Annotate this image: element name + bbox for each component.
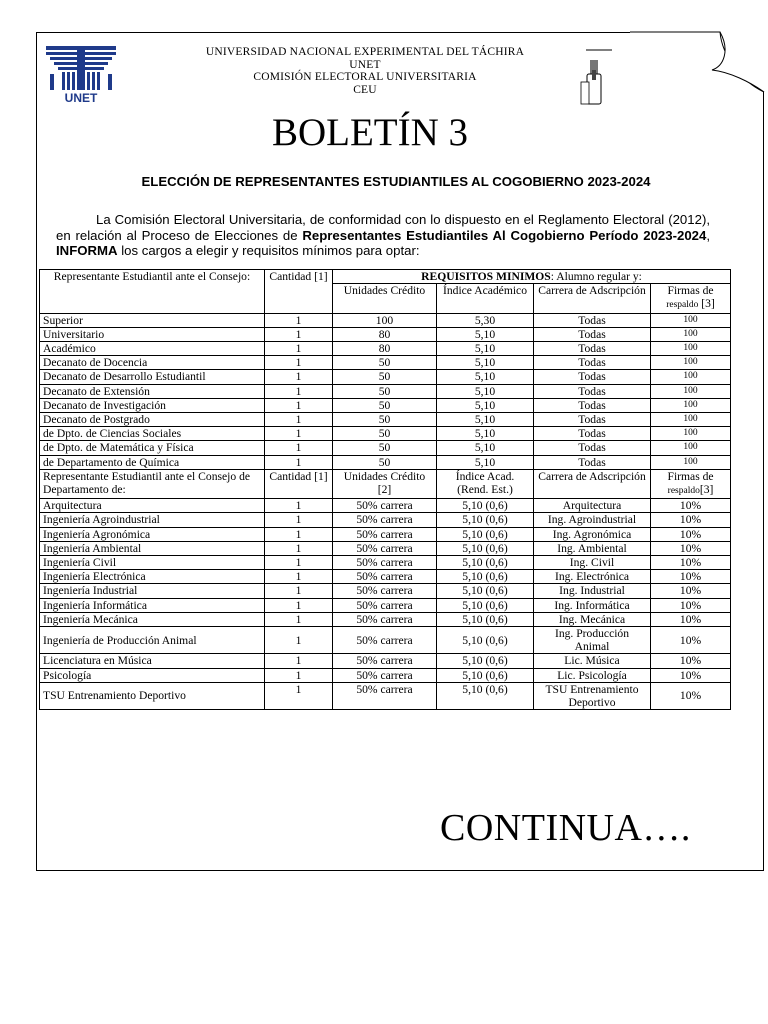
table-row xyxy=(40,612,731,626)
table-row xyxy=(40,556,731,570)
header-dept-col4: Índice Acad. (Rend. Est.) xyxy=(437,469,534,498)
cell-index: 5,10 xyxy=(437,398,534,412)
cell-career: Todas xyxy=(534,327,651,341)
cell-position: Superior xyxy=(40,313,265,327)
header-dept-col5: Carrera de Adscripción xyxy=(534,469,651,498)
cell-signatures: 10% xyxy=(651,682,731,709)
cell-position: Ingeniería Electrónica xyxy=(40,570,265,584)
cell-index: 5,10 xyxy=(437,455,534,469)
cell-position: Universitario xyxy=(40,327,265,341)
cell-position: Ingeniería Informática xyxy=(40,598,265,612)
cell-position: de Departamento de Química xyxy=(40,455,265,469)
intro-bold-informa: INFORMA xyxy=(56,243,118,258)
cell-career: Lic. Música xyxy=(534,654,651,668)
intro-bold-period: Representantes Estudiantiles Al Cogobierno Período 2023-2024 xyxy=(302,227,707,243)
table-row xyxy=(40,570,731,584)
cell-position: Licenciatura en Música xyxy=(40,654,265,668)
cell-career: Todas xyxy=(534,356,651,370)
cell-quantity: 1 xyxy=(265,541,333,555)
cell-quantity: 1 xyxy=(265,668,333,682)
table-row xyxy=(40,327,731,341)
cell-credit-units: 50% carrera xyxy=(333,541,437,555)
cell-quantity: 1 xyxy=(265,627,333,654)
cell-signatures: 10% xyxy=(651,556,731,570)
cell-signatures: 100 xyxy=(651,356,731,370)
cell-index: 5,10 (0,6) xyxy=(437,556,534,570)
header-dept-col1: Representante Estudiantil ante el Consejo de Departamento de: xyxy=(40,469,265,498)
cell-index: 5,10 (0,6) xyxy=(437,598,534,612)
cell-signatures: 100 xyxy=(651,370,731,384)
cell-credit-units: 50 xyxy=(333,441,437,455)
cell-position: de Dpto. de Ciencias Sociales xyxy=(40,427,265,441)
cell-index: 5,10 (0,6) xyxy=(437,513,534,527)
cell-position: de Dpto. de Matemática y Física xyxy=(40,441,265,455)
cell-signatures: 10% xyxy=(651,598,731,612)
cell-position: Decanato de Investigación xyxy=(40,398,265,412)
table-row xyxy=(40,541,731,555)
header-signatures: Firmas de respaldo [3] xyxy=(651,284,731,313)
header-dept-col3: Unidades Crédito [2] xyxy=(333,469,437,498)
cell-quantity: 1 xyxy=(265,327,333,341)
logo-text: UNET xyxy=(64,91,98,104)
cell-credit-units: 50% carrera xyxy=(333,570,437,584)
cell-position: Decanato de Docencia xyxy=(40,356,265,370)
table-row xyxy=(40,398,731,412)
ballot-box-icon xyxy=(578,48,612,108)
election-subtitle: ELECCIÓN DE REPRESENTANTES ESTUDIANTILES AL COGOBIERNO 2023-2024 xyxy=(141,174,651,189)
cell-credit-units: 50% carrera xyxy=(333,682,437,709)
cell-career: Ing. Electrónica xyxy=(534,570,651,584)
cell-career: Ing. Agroindustrial xyxy=(534,513,651,527)
cell-index: 5,10 (0,6) xyxy=(437,541,534,555)
cell-position: Arquitectura xyxy=(40,499,265,513)
cell-position: Decanato de Desarrollo Estudiantil xyxy=(40,370,265,384)
cell-quantity: 1 xyxy=(265,413,333,427)
table-row xyxy=(40,682,731,709)
cell-index: 5,10 (0,6) xyxy=(437,527,534,541)
cell-quantity: 1 xyxy=(265,427,333,441)
cell-quantity: 1 xyxy=(265,370,333,384)
cell-quantity: 1 xyxy=(265,441,333,455)
table-row xyxy=(40,627,731,654)
cell-signatures: 100 xyxy=(651,327,731,341)
institution-header xyxy=(150,46,580,96)
cell-index: 5,10 xyxy=(437,342,534,356)
cell-credit-units: 50 xyxy=(333,427,437,441)
cell-quantity: 1 xyxy=(265,682,333,709)
cell-index: 5,10 (0,6) xyxy=(437,668,534,682)
cell-signatures: 100 xyxy=(651,398,731,412)
cell-quantity: 1 xyxy=(265,499,333,513)
cell-career: Todas xyxy=(534,384,651,398)
cell-career: Lic. Psicología xyxy=(534,668,651,682)
cell-position: Ingeniería Agroindustrial xyxy=(40,513,265,527)
cell-position: Ingeniería Industrial xyxy=(40,584,265,598)
cell-credit-units: 50 xyxy=(333,356,437,370)
header-dept-col2: Cantidad [1] xyxy=(265,469,333,498)
table-row xyxy=(40,384,731,398)
cell-signatures: 10% xyxy=(651,612,731,626)
cell-signatures: 100 xyxy=(651,384,731,398)
header-academic-index: Índice Académico xyxy=(437,284,534,313)
cell-career: Todas xyxy=(534,370,651,384)
cell-index: 5,10 (0,6) xyxy=(437,584,534,598)
cell-career: Todas xyxy=(534,441,651,455)
header-min-requirements: REQUISITOS MINIMOS: Alumno regular y: xyxy=(333,270,731,284)
cell-career: Todas xyxy=(534,455,651,469)
cell-credit-units: 50% carrera xyxy=(333,654,437,668)
table-row xyxy=(40,668,731,682)
cell-index: 5,10 (0,6) xyxy=(437,654,534,668)
cell-credit-units: 50% carrera xyxy=(333,612,437,626)
cell-index: 5,10 xyxy=(437,413,534,427)
page-curl-icon xyxy=(626,30,766,96)
cell-career: Ing. Producción Animal xyxy=(534,627,651,654)
table-row xyxy=(40,413,731,427)
cell-signatures: 10% xyxy=(651,668,731,682)
cell-quantity: 1 xyxy=(265,598,333,612)
cell-signatures: 100 xyxy=(651,313,731,327)
requirements-table xyxy=(39,269,731,710)
cell-position: Ingeniería de Producción Animal xyxy=(40,627,265,654)
header-line-commission: COMISIÓN ELECTORAL UNIVERSITARIA xyxy=(253,71,477,83)
bulletin-title: BOLETÍN 3 xyxy=(271,111,469,154)
cell-quantity: 1 xyxy=(265,584,333,598)
cell-credit-units: 50 xyxy=(333,384,437,398)
table-row xyxy=(40,356,731,370)
unet-logo-icon xyxy=(44,44,118,104)
table-row xyxy=(40,370,731,384)
intro-text-2: , xyxy=(706,227,710,243)
cell-signatures: 10% xyxy=(651,654,731,668)
continua-label: CONTINUA…. xyxy=(440,807,691,849)
table-row xyxy=(40,441,731,455)
cell-career: Todas xyxy=(534,427,651,441)
cell-career: Todas xyxy=(534,313,651,327)
cell-index: 5,30 xyxy=(437,313,534,327)
cell-signatures: 10% xyxy=(651,627,731,654)
header-credit-units: Unidades Crédito xyxy=(333,284,437,313)
cell-career: Ing. Ambiental xyxy=(534,541,651,555)
cell-position: Ingeniería Civil xyxy=(40,556,265,570)
cell-index: 5,10 (0,6) xyxy=(437,612,534,626)
table-row xyxy=(40,654,731,668)
cell-signatures: 10% xyxy=(651,499,731,513)
cell-career: Ing. Informática xyxy=(534,598,651,612)
table-row xyxy=(40,427,731,441)
cell-career: Ing. Industrial xyxy=(534,584,651,598)
cell-quantity: 1 xyxy=(265,612,333,626)
cell-credit-units: 50 xyxy=(333,370,437,384)
cell-index: 5,10 (0,6) xyxy=(437,499,534,513)
cell-position: TSU Entrenamiento Deportivo xyxy=(40,682,265,709)
cell-career: Todas xyxy=(534,398,651,412)
cell-credit-units: 50% carrera xyxy=(333,668,437,682)
cell-quantity: 1 xyxy=(265,570,333,584)
cell-index: 5,10 xyxy=(437,427,534,441)
table-header-row-dept xyxy=(40,469,731,498)
table-row xyxy=(40,455,731,469)
table-row xyxy=(40,598,731,612)
cell-signatures: 10% xyxy=(651,527,731,541)
cell-quantity: 1 xyxy=(265,384,333,398)
cell-position: Ingeniería Mecánica xyxy=(40,612,265,626)
cell-position: Decanato de Postgrado xyxy=(40,413,265,427)
cell-quantity: 1 xyxy=(265,455,333,469)
header-representative-council: Representante Estudiantil ante el Consejo: xyxy=(40,270,265,314)
header-line-ceu: CEU xyxy=(353,83,377,96)
cell-position: Psicología xyxy=(40,668,265,682)
cell-index: 5,10 xyxy=(437,356,534,370)
cell-career: Todas xyxy=(534,342,651,356)
header-dept-signatures: Firmas de respaldo[3] xyxy=(651,469,731,498)
cell-position: Ingeniería Agronómica xyxy=(40,527,265,541)
cell-quantity: 1 xyxy=(265,654,333,668)
cell-credit-units: 100 xyxy=(333,313,437,327)
cell-career: Ing. Agronómica xyxy=(534,527,651,541)
cell-signatures: 100 xyxy=(651,455,731,469)
cell-index: 5,10 xyxy=(437,384,534,398)
cell-quantity: 1 xyxy=(265,556,333,570)
cell-credit-units: 50 xyxy=(333,455,437,469)
cell-index: 5,10 (0,6) xyxy=(437,627,534,654)
cell-quantity: 1 xyxy=(265,342,333,356)
cell-signatures: 10% xyxy=(651,541,731,555)
cell-credit-units: 50% carrera xyxy=(333,598,437,612)
cell-credit-units: 50% carrera xyxy=(333,556,437,570)
cell-credit-units: 80 xyxy=(333,342,437,356)
table-row xyxy=(40,499,731,513)
cell-quantity: 1 xyxy=(265,398,333,412)
cell-quantity: 1 xyxy=(265,313,333,327)
cell-signatures: 10% xyxy=(651,584,731,598)
cell-signatures: 10% xyxy=(651,570,731,584)
cell-credit-units: 50 xyxy=(333,398,437,412)
cell-position: Ingeniería Ambiental xyxy=(40,541,265,555)
table-header-row-1 xyxy=(40,270,731,284)
cell-career: Ing. Mecánica xyxy=(534,612,651,626)
cell-quantity: 1 xyxy=(265,513,333,527)
cell-credit-units: 80 xyxy=(333,327,437,341)
cell-signatures: 10% xyxy=(651,513,731,527)
intro-paragraph xyxy=(56,212,710,259)
table-row xyxy=(40,584,731,598)
cell-signatures: 100 xyxy=(651,342,731,356)
cell-credit-units: 50% carrera xyxy=(333,527,437,541)
cell-career: TSU Entrenamiento Deportivo xyxy=(534,682,651,709)
cell-credit-units: 50% carrera xyxy=(333,499,437,513)
header-career: Carrera de Adscripción xyxy=(534,284,651,313)
intro-text-1: La Comisión Electoral Universitaria, de conformidad con lo dispuesto en el Reglamento Electoral (2012), en relación al Proceso de Elecciones de xyxy=(56,212,710,243)
cell-career: Arquitectura xyxy=(534,499,651,513)
cell-signatures: 100 xyxy=(651,441,731,455)
header-quantity: Cantidad [1] xyxy=(265,270,333,314)
cell-position: Decanato de Extensión xyxy=(40,384,265,398)
cell-index: 5,10 xyxy=(437,327,534,341)
cell-index: 5,10 xyxy=(437,441,534,455)
cell-quantity: 1 xyxy=(265,527,333,541)
intro-text-3: los cargos a elegir y requisitos mínimos para optar: xyxy=(117,243,420,258)
cell-credit-units: 50% carrera xyxy=(333,584,437,598)
cell-credit-units: 50% carrera xyxy=(333,627,437,654)
cell-credit-units: 50% carrera xyxy=(333,513,437,527)
cell-signatures: 100 xyxy=(651,413,731,427)
table-row xyxy=(40,342,731,356)
cell-position: Académico xyxy=(40,342,265,356)
cell-signatures: 100 xyxy=(651,427,731,441)
cell-career: Todas xyxy=(534,413,651,427)
cell-index: 5,10 (0,6) xyxy=(437,570,534,584)
header-line-university: UNIVERSIDAD NACIONAL EXPERIMENTAL DEL TÁCHIRA xyxy=(205,46,525,58)
cell-quantity: 1 xyxy=(265,356,333,370)
cell-index: 5,10 (0,6) xyxy=(437,682,534,709)
table-row xyxy=(40,513,731,527)
header-line-unet: UNET xyxy=(349,58,381,71)
table-row xyxy=(40,527,731,541)
cell-credit-units: 50 xyxy=(333,413,437,427)
cell-career: Ing. Civil xyxy=(534,556,651,570)
page-border-right xyxy=(763,92,764,871)
table-row xyxy=(40,313,731,327)
cell-index: 5,10 xyxy=(437,370,534,384)
